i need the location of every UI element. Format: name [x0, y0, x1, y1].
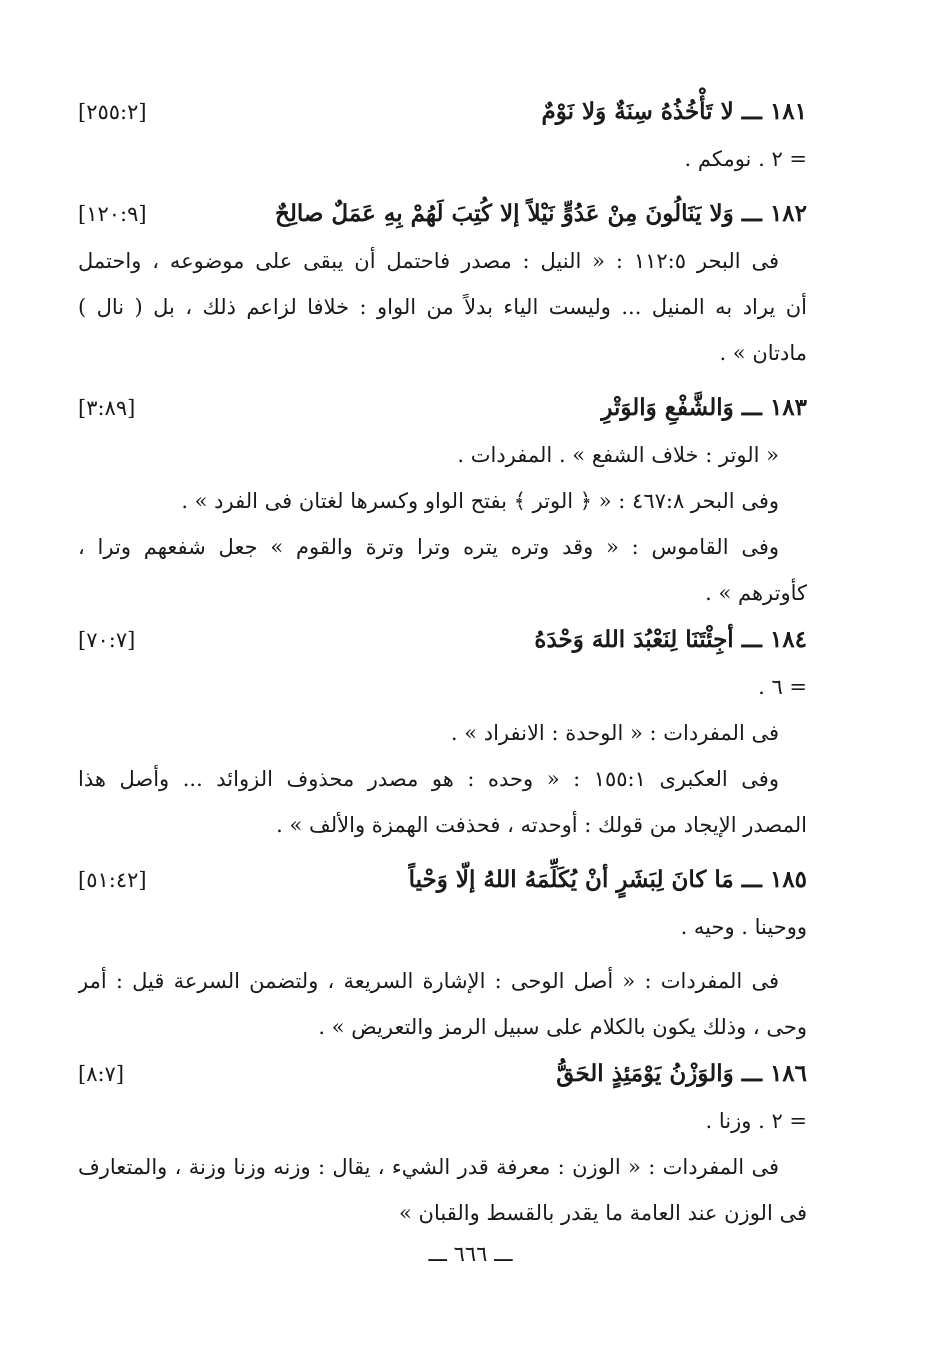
entry-line: = ٦ .: [758, 675, 807, 699]
entry-line: فى المفردات : « أصل الوحى : الإشارة السريعة ، ولتضمن السرعة قيل : أمر: [78, 969, 779, 993]
entry-line: مادتان » .: [719, 341, 807, 365]
verse-reference: [١٢٠:٩]: [78, 202, 147, 226]
entry-line: = ٢ . وزنا .: [705, 1109, 807, 1133]
entry-line: فى الوزن عند العامة ما يقدر بالقسط والقبان »: [399, 1201, 807, 1225]
entry-line: كأوترهم » .: [705, 581, 807, 605]
verse-reference: [٥١:٤٢]: [78, 868, 147, 892]
entry-line: وفى البحر ٤٦٧:٨ : « ﴿ الوتر ﴾ بفتح الواو وكسرها لغتان فى الفرد » .: [181, 489, 779, 513]
entry-line: « الوتر : خلاف الشفع » . المفردات .: [457, 443, 779, 467]
verse-text: ١٨٢ ـــ وَلا يَنَالُونَ مِنْ عَدُوٍّ نَيْلاً إلا كُتِبَ لَهُمْ بِهِ عَمَلٌ صالِحٌ: [275, 200, 807, 227]
verse-reference: [٧٠:٧]: [78, 628, 136, 652]
entry-182-head: [78, 190, 807, 238]
verse-text: ١٨٣ ـــ وَالشَّفْعِ وَالوَتْرِ: [601, 394, 807, 421]
entry-line: وحى ، وذلك يكون بالكلام على سبيل الرمز والتعريض » .: [318, 1015, 807, 1039]
verse-reference: [٣:٨٩]: [78, 396, 136, 420]
entry-line: ووحينا . وحيه .: [680, 915, 807, 939]
entry-line: = ٢ . نومكم .: [684, 147, 807, 171]
entry-186-head: [78, 1050, 807, 1098]
entry-184-head: [78, 616, 807, 664]
entry-line: المصدر الإيجاد من قولك : أوحدته ، فحذفت الهمزة والألف » .: [276, 813, 807, 837]
entry-185-head: [78, 856, 807, 904]
verse-text: ١٨٦ ـــ وَالوَزْنُ يَوْمَئِذٍ الحَقُّ: [556, 1060, 807, 1087]
entry-line: أن يراد به المنيل ... وليست الياء بدلاً من الواو : خلافا لزاعم ذلك ، بل ( نال ): [78, 295, 807, 319]
entry-line: وفى العكبرى ١٥٥:١ : « وحده : هو مصدر محذوف الزوائد ... وأصل هذا: [78, 767, 779, 791]
entry-181-head: [78, 88, 807, 136]
entry-line: وفى القاموس : « وقد وتره يتره وترا وترة والقوم » جعل شفعهم وترا ،: [78, 535, 779, 559]
entry-line: فى البحر ١١٢:٥ : « النيل : مصدر فاحتمل أن يبقى على موضوعه ، واحتمل: [78, 249, 779, 273]
page-number: ـــ ٦٦٦ ـــ: [428, 1242, 513, 1266]
verse-reference: [٨:٧]: [78, 1062, 125, 1086]
entry-183-head: [78, 384, 807, 432]
entry-line: فى المفردات : « الوزن : معرفة قدر الشيء ، يقال : وزنه وزنا وزنة ، والمتعارف: [78, 1155, 779, 1179]
entry-line: فى المفردات : « الوحدة : الانفراد » .: [450, 721, 779, 745]
verse-text: ١٨١ ـــ لا تَأْخُذُهُ سِنَةٌ وَلا نَوْمٌ: [541, 98, 807, 125]
verse-text: ١٨٥ ـــ مَا كانَ لِبَشَرٍ أنْ يُكَلِّمَهُ اللهُ إلّا وَحْياً: [408, 866, 807, 893]
verse-reference: [٢٥٥:٢]: [78, 100, 147, 124]
verse-text: ١٨٤ ـــ أجِئْتَنَا لِنَعْبُدَ اللهَ وَحْدَهُ: [534, 626, 807, 653]
